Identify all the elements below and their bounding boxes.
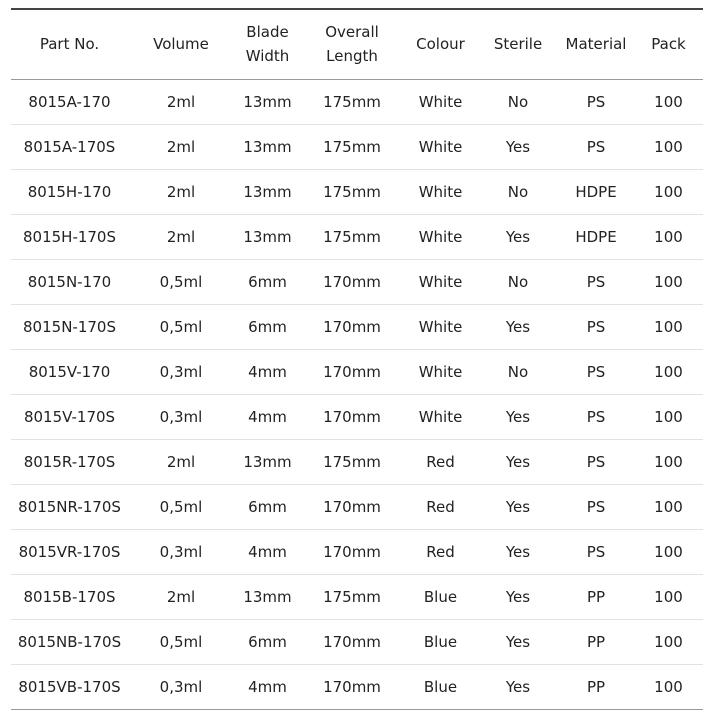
- cell-volume: 0,3ml: [128, 529, 234, 574]
- cell-overall-length: 175mm: [301, 574, 403, 619]
- cell-part-no: 8015V-170S: [11, 394, 128, 439]
- cell-pack: 100: [634, 169, 703, 214]
- table-row: [11, 304, 703, 349]
- cell-material: PP: [558, 664, 634, 709]
- table-header: [11, 9, 703, 79]
- cell-sterile: Yes: [478, 664, 558, 709]
- table-row: [11, 214, 703, 259]
- cell-material: PS: [558, 259, 634, 304]
- column-header-label: Part No.: [39, 35, 100, 54]
- cell-blade-width: 6mm: [234, 619, 301, 664]
- cell-colour: White: [403, 79, 478, 124]
- column-header-label: Volume: [153, 35, 209, 54]
- cell-overall-length: 170mm: [301, 484, 403, 529]
- cell-sterile: No: [478, 349, 558, 394]
- header-row: [11, 9, 703, 79]
- cell-part-no: 8015A-170S: [11, 124, 128, 169]
- cell-overall-length: 170mm: [301, 349, 403, 394]
- cell-blade-width: 13mm: [234, 574, 301, 619]
- cell-overall-length: 170mm: [301, 259, 403, 304]
- table-body: [11, 79, 703, 709]
- cell-volume: 0,5ml: [128, 484, 234, 529]
- column-header-label: Sterile: [493, 35, 543, 54]
- cell-volume: 0,3ml: [128, 394, 234, 439]
- cell-blade-width: 6mm: [234, 484, 301, 529]
- column-header-label: Blade: [246, 23, 289, 42]
- cell-volume: 2ml: [128, 439, 234, 484]
- cell-material: PS: [558, 349, 634, 394]
- cell-part-no: 8015V-170: [11, 349, 128, 394]
- cell-blade-width: 4mm: [234, 394, 301, 439]
- column-header-pack: [634, 9, 703, 79]
- table-row: [11, 349, 703, 394]
- cell-pack: 100: [634, 439, 703, 484]
- cell-volume: 0,3ml: [128, 664, 234, 709]
- cell-part-no: 8015NB-170S: [11, 619, 128, 664]
- cell-colour: White: [403, 214, 478, 259]
- column-header-label: Colour: [416, 35, 465, 54]
- cell-pack: 100: [634, 124, 703, 169]
- cell-overall-length: 175mm: [301, 169, 403, 214]
- table-row: [11, 439, 703, 484]
- cell-colour: Red: [403, 484, 478, 529]
- cell-material: PS: [558, 394, 634, 439]
- cell-pack: 100: [634, 349, 703, 394]
- cell-material: HDPE: [558, 214, 634, 259]
- column-header-material: [558, 9, 634, 79]
- cell-pack: 100: [634, 214, 703, 259]
- cell-blade-width: 6mm: [234, 259, 301, 304]
- column-header-label: Width: [245, 47, 290, 66]
- cell-colour: Blue: [403, 574, 478, 619]
- cell-material: PS: [558, 304, 634, 349]
- cell-part-no: 8015A-170: [11, 79, 128, 124]
- cell-colour: Blue: [403, 619, 478, 664]
- column-header-overall-length: [301, 9, 403, 79]
- cell-sterile: Yes: [478, 529, 558, 574]
- cell-part-no: 8015H-170: [11, 169, 128, 214]
- cell-colour: White: [403, 394, 478, 439]
- cell-overall-length: 175mm: [301, 79, 403, 124]
- cell-material: PP: [558, 619, 634, 664]
- cell-overall-length: 170mm: [301, 304, 403, 349]
- table-row: [11, 619, 703, 664]
- column-header-volume: [128, 9, 234, 79]
- cell-overall-length: 175mm: [301, 439, 403, 484]
- cell-volume: 2ml: [128, 214, 234, 259]
- cell-colour: Red: [403, 529, 478, 574]
- cell-colour: White: [403, 349, 478, 394]
- cell-sterile: Yes: [478, 439, 558, 484]
- table-row: [11, 394, 703, 439]
- cell-material: PS: [558, 529, 634, 574]
- cell-overall-length: 170mm: [301, 619, 403, 664]
- cell-part-no: 8015VB-170S: [11, 664, 128, 709]
- cell-colour: White: [403, 304, 478, 349]
- cell-material: PS: [558, 439, 634, 484]
- table-row: [11, 124, 703, 169]
- cell-pack: 100: [634, 529, 703, 574]
- cell-volume: 0,5ml: [128, 259, 234, 304]
- cell-pack: 100: [634, 79, 703, 124]
- cell-part-no: 8015NR-170S: [11, 484, 128, 529]
- cell-material: PS: [558, 79, 634, 124]
- column-header-label: Overall: [325, 23, 379, 42]
- cell-part-no: 8015R-170S: [11, 439, 128, 484]
- cell-blade-width: 6mm: [234, 304, 301, 349]
- column-header-label: Pack: [651, 35, 686, 54]
- table-row: [11, 169, 703, 214]
- cell-part-no: 8015B-170S: [11, 574, 128, 619]
- cell-sterile: No: [478, 259, 558, 304]
- column-header-colour: [403, 9, 478, 79]
- cell-pack: 100: [634, 394, 703, 439]
- cell-colour: Red: [403, 439, 478, 484]
- cell-sterile: Yes: [478, 484, 558, 529]
- cell-blade-width: 4mm: [234, 349, 301, 394]
- column-header-label: Material: [565, 35, 627, 54]
- cell-volume: 2ml: [128, 169, 234, 214]
- cell-blade-width: 13mm: [234, 169, 301, 214]
- cell-sterile: No: [478, 79, 558, 124]
- cell-sterile: Yes: [478, 124, 558, 169]
- product-spec-table: [11, 8, 703, 710]
- cell-sterile: Yes: [478, 574, 558, 619]
- cell-sterile: Yes: [478, 619, 558, 664]
- column-header-label: Length: [326, 47, 378, 66]
- cell-pack: 100: [634, 304, 703, 349]
- table-row: [11, 79, 703, 124]
- cell-volume: 2ml: [128, 124, 234, 169]
- cell-overall-length: 175mm: [301, 214, 403, 259]
- cell-overall-length: 170mm: [301, 664, 403, 709]
- cell-part-no: 8015N-170S: [11, 304, 128, 349]
- cell-volume: 0,5ml: [128, 304, 234, 349]
- table-row: [11, 529, 703, 574]
- cell-material: PS: [558, 484, 634, 529]
- cell-volume: 0,3ml: [128, 349, 234, 394]
- cell-overall-length: 175mm: [301, 124, 403, 169]
- table-row: [11, 259, 703, 304]
- cell-overall-length: 170mm: [301, 529, 403, 574]
- cell-sterile: No: [478, 169, 558, 214]
- cell-pack: 100: [634, 619, 703, 664]
- cell-material: HDPE: [558, 169, 634, 214]
- cell-pack: 100: [634, 664, 703, 709]
- cell-blade-width: 13mm: [234, 214, 301, 259]
- cell-pack: 100: [634, 259, 703, 304]
- table-row: [11, 484, 703, 529]
- cell-pack: 100: [634, 574, 703, 619]
- cell-colour: Blue: [403, 664, 478, 709]
- cell-material: PP: [558, 574, 634, 619]
- cell-material: PS: [558, 124, 634, 169]
- cell-blade-width: 13mm: [234, 79, 301, 124]
- cell-colour: White: [403, 259, 478, 304]
- cell-part-no: 8015VR-170S: [11, 529, 128, 574]
- cell-pack: 100: [634, 484, 703, 529]
- cell-volume: 0,5ml: [128, 619, 234, 664]
- column-header-sterile: [478, 9, 558, 79]
- cell-blade-width: 4mm: [234, 664, 301, 709]
- cell-blade-width: 13mm: [234, 124, 301, 169]
- table-row: [11, 664, 703, 709]
- cell-part-no: 8015N-170: [11, 259, 128, 304]
- cell-overall-length: 170mm: [301, 394, 403, 439]
- cell-volume: 2ml: [128, 79, 234, 124]
- cell-blade-width: 4mm: [234, 529, 301, 574]
- cell-colour: White: [403, 124, 478, 169]
- column-header-blade-width: [234, 9, 301, 79]
- column-header-part-no: [11, 9, 128, 79]
- cell-volume: 2ml: [128, 574, 234, 619]
- table-row: [11, 574, 703, 619]
- cell-blade-width: 13mm: [234, 439, 301, 484]
- cell-colour: White: [403, 169, 478, 214]
- cell-sterile: Yes: [478, 304, 558, 349]
- cell-sterile: Yes: [478, 394, 558, 439]
- cell-sterile: Yes: [478, 214, 558, 259]
- cell-part-no: 8015H-170S: [11, 214, 128, 259]
